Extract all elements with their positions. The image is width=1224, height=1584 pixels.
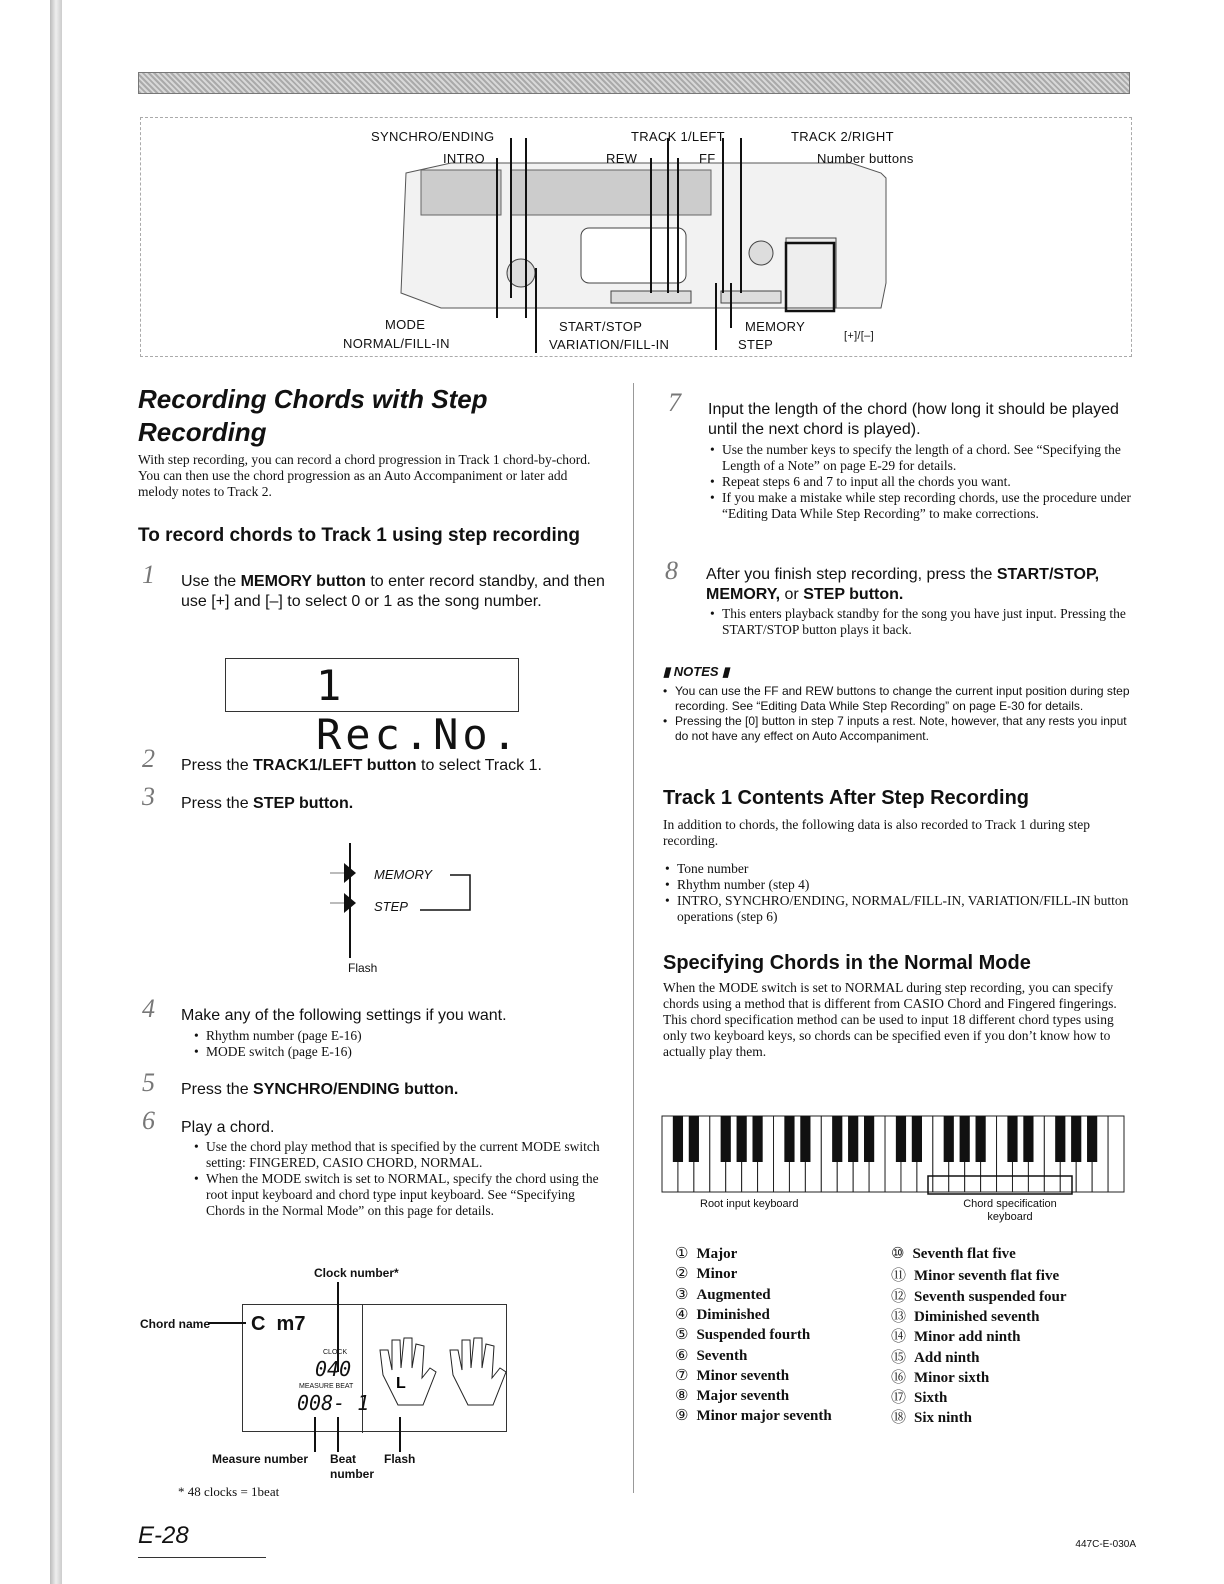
label-track1-left: TRACK 1/LEFT (631, 129, 725, 144)
beat-number-label: Beat number (330, 1452, 375, 1481)
step-8-c: or (780, 586, 804, 603)
black-key (960, 1116, 970, 1162)
chord-type-item (675, 1325, 810, 1344)
chord-type-name: Six ninth (914, 1410, 972, 1427)
chord-type-number: ⑬ (891, 1308, 907, 1325)
scan-edge (50, 0, 62, 1584)
svg-text:L: L (396, 1375, 406, 1392)
black-key (912, 1116, 922, 1162)
chord-type-number: ⑧ (675, 1388, 689, 1405)
chord-type-item (675, 1285, 771, 1304)
chord-spec-label: Chord specification keyboard (963, 1198, 1057, 1223)
step-8-d: STEP button. (803, 586, 904, 603)
black-key (737, 1116, 747, 1162)
chord-type-item (675, 1386, 789, 1405)
step-1-b: MEMORY button (240, 573, 366, 590)
list-item: • If you make a mistake while step recording chords, use the procedure under “Editing Data While Step Recording” to make corrections. (710, 490, 1132, 522)
step-5-number: 5 (142, 1068, 155, 1097)
step-6-number: 6 (142, 1106, 155, 1135)
chord-type-name: Seventh flat five (912, 1246, 1016, 1262)
chord-type-number: ⑱ (891, 1410, 907, 1427)
chord-type-name: Seventh (696, 1347, 748, 1364)
chord-display-figure (138, 1262, 608, 1507)
chord-type-name: Diminished seventh (914, 1308, 1040, 1325)
list-item: • When the MODE switch is set to NORMAL, specify the chord using the root input keyboard and chord type input keyboard. See “Specifying Chords in the Normal Mode” on this page for details. (194, 1171, 604, 1219)
chord-type-name: Minor add ninth (914, 1329, 1021, 1346)
header-bar (138, 72, 1130, 94)
label-mode: MODE (385, 317, 426, 332)
chord-lcd (242, 1304, 507, 1432)
list-item: • MODE switch (page E-16) (194, 1044, 604, 1060)
chord-type-name: Diminished (696, 1306, 770, 1323)
step-8-text (706, 565, 1131, 605)
chord-type-name: Minor major seventh (696, 1408, 832, 1425)
black-key (689, 1116, 699, 1162)
keyboard-figure (660, 1092, 1130, 1232)
track-contents-title: Track 1 Contents After Step Recording (663, 787, 1029, 809)
white-key (1108, 1116, 1124, 1192)
black-key (752, 1116, 762, 1162)
chord-type-item (675, 1346, 747, 1365)
chord-type-number: ⑥ (675, 1347, 689, 1364)
keyboard-panel-diagram (140, 117, 1132, 357)
section-title: Recording Chords with Step Recording (138, 384, 488, 447)
chord-type-number: ⑭ (891, 1329, 907, 1346)
step-7-text: Input the length of the chord (how long it should be played until the next chord is played). (708, 401, 1119, 438)
step-6-text: Play a chord. (181, 1119, 275, 1136)
clock-tag: CLOCK (323, 1349, 348, 1356)
chord-type-number: ⑨ (675, 1408, 689, 1425)
step-8-a: After you finish step recording, press the (706, 566, 997, 583)
black-key (1023, 1116, 1033, 1162)
chord-value: C m7 (251, 1313, 306, 1335)
step-3-text (181, 794, 606, 814)
chord-type-number: ⑫ (891, 1288, 907, 1305)
black-key (976, 1116, 986, 1162)
notes-title-text: NOTES (673, 664, 719, 679)
track-contents-list (665, 861, 1133, 925)
list-item: • Tone number (665, 861, 1133, 877)
step-8-list (710, 606, 1132, 638)
chord-type-name: Minor sixth (914, 1369, 990, 1386)
chord-type-number: ① (675, 1246, 689, 1262)
chord-type-number: ⑩ (891, 1246, 905, 1262)
label-memory: MEMORY (745, 319, 806, 334)
label-plus-minus: [+]/[–] (844, 330, 874, 342)
chord-type-item (891, 1264, 1059, 1285)
black-key (800, 1116, 810, 1162)
column-divider (633, 383, 634, 1493)
list-item: • You can use the FF and REW buttons to change the current input position during step recording. See “Editing Data While Step Recording” on page E-30 for details. (663, 684, 1133, 714)
section-intro: With step recording, you can record a chord progression in Track 1 chord-by-chord. You can then use the chord progression as an Auto Accompaniment or later add melody notes to Track 2. (138, 452, 591, 499)
page-number: E-28 (138, 1522, 189, 1549)
step-2-text (181, 756, 606, 776)
chord-type-item (891, 1305, 1039, 1326)
lcd-text: 1 Rec.No. (316, 661, 522, 759)
chord-type-item (891, 1406, 972, 1427)
label-ff: FF (699, 151, 716, 166)
fig-flash-label: Flash (348, 961, 378, 975)
label-intro: INTRO (443, 151, 485, 166)
black-key (1055, 1116, 1065, 1162)
list-item: • Rhythm number (step 4) (665, 877, 1133, 893)
black-key (721, 1116, 731, 1162)
chord-type-name: Sixth (914, 1390, 948, 1407)
chord-type-item (891, 1244, 1016, 1263)
chord-type-item (675, 1305, 770, 1324)
step-3-a: Press the (181, 795, 254, 812)
chord-type-number: ⑦ (675, 1367, 689, 1384)
label-rew: REW (606, 151, 638, 166)
black-key (896, 1116, 906, 1162)
list-item: • Repeat steps 6 and 7 to input all the chords you want. (710, 474, 1132, 490)
chord-type-name: Seventh suspended four (914, 1288, 1067, 1305)
flash-illustration (310, 838, 510, 978)
flash-figure (310, 838, 510, 978)
label-variation-fill-in: VARIATION/FILL-IN (549, 337, 670, 352)
chord-type-number: ⑯ (891, 1369, 907, 1386)
step-4-number: 4 (142, 994, 155, 1023)
label-step: STEP (738, 337, 774, 352)
lcd-display (225, 658, 522, 759)
step-5-text (181, 1080, 606, 1100)
step-1-number: 1 (142, 560, 155, 589)
label-start-stop: START/STOP (559, 319, 643, 334)
chord-type-name: Major seventh (696, 1388, 790, 1405)
section-subtitle: To record chords to Track 1 using step recording (138, 525, 581, 546)
step-8-number: 8 (665, 556, 678, 585)
fig-step-label: STEP (374, 899, 408, 914)
hands-icon (368, 1330, 508, 1420)
label-number-buttons: Number buttons (817, 151, 914, 166)
track-contents-intro: In addition to chords, the following data is also recorded to Track 1 during step recording. (663, 817, 1091, 848)
step-5-a: Press the (181, 1081, 254, 1098)
chord-type-name: Minor seventh flat five (914, 1268, 1060, 1285)
step-6-list (194, 1139, 604, 1219)
list-item: • Use the number keys to specify the length of a chord. See “Specifying the Length of a Note” on page E-29 for details. (710, 442, 1132, 474)
flash-label: Flash (384, 1452, 416, 1466)
step-4-text: Make any of the following settings if you want. (181, 1007, 507, 1024)
normal-mode-intro: When the MODE switch is set to NORMAL during step recording, you can specify chords using a method that is different from CASIO Chord and Fingered fingerings. This chord specification method can be used to input 18 different chord types using only two keyboard keys, so chords can be specified even if you don’t know how to actually play them. (663, 980, 1117, 1059)
step-3-number: 3 (142, 782, 155, 811)
chord-type-number: ⑤ (675, 1327, 689, 1344)
list-item: • Pressing the [0] button in step 7 inputs a rest. Note, however, that any rests you input do not have any effect on Auto Accompaniment. (663, 714, 1133, 744)
label-synchro-ending: SYNCHRO/ENDING (371, 129, 495, 144)
step-7-number: 7 (668, 388, 681, 417)
step-8-b: START/STOP, MEMORY, (706, 566, 1100, 603)
chord-type-number: ⑰ (891, 1390, 907, 1407)
chord-type-name: Suspended fourth (696, 1327, 811, 1344)
chord-type-name: Add ninth (914, 1349, 980, 1366)
chord-type-item (891, 1325, 1020, 1346)
chord-type-name: Augmented (696, 1286, 771, 1303)
step-2-number: 2 (142, 744, 155, 773)
step-1-a: Use the (181, 573, 241, 590)
step-2-b: TRACK1/LEFT button (253, 757, 417, 774)
document-code: 447C-E-030A (1075, 1539, 1136, 1550)
chord-name-label: Chord name (140, 1317, 211, 1331)
measure-beat-tag: MEASURE BEAT (299, 1383, 354, 1390)
black-key (832, 1116, 842, 1162)
fig-memory-label: MEMORY (374, 867, 433, 882)
clock-value: 040 (315, 1357, 352, 1381)
root-input-label: Root input keyboard (700, 1198, 799, 1210)
step-3-b: STEP button. (253, 795, 354, 812)
chord-type-list (675, 1244, 1135, 1434)
label-normal-fill-in: NORMAL/FILL-IN (343, 336, 450, 351)
measure-value: 008- 1 (297, 1391, 370, 1415)
chord-type-item (891, 1285, 1067, 1306)
chord-type-name: Major (696, 1246, 738, 1262)
list-item: • Use the chord play method that is specified by the current MODE switch setting: FINGERED, CASIO CHORD, NORMAL. (194, 1139, 604, 1171)
step-5-b: SYNCHRO/ENDING button. (253, 1081, 459, 1098)
black-key (1007, 1116, 1017, 1162)
clock-number-label: Clock number* (314, 1266, 399, 1280)
step-4-list (194, 1028, 604, 1060)
list-item: • Rhythm number (page E-16) (194, 1028, 604, 1044)
chord-type-number: ⑮ (891, 1349, 907, 1366)
black-key (1071, 1116, 1081, 1162)
step-2-c: to select Track 1. (416, 757, 542, 774)
step-1-text (181, 572, 606, 612)
list-item: • INTRO, SYNCHRO/ENDING, NORMAL/FILL-IN, VARIATION/FILL-IN button operations (step 6) (665, 893, 1133, 925)
chord-type-item (891, 1346, 979, 1367)
list-item: • This enters playback standby for the song you have just input. Pressing the START/STOP button plays it back. (710, 606, 1132, 638)
measure-number-label: Measure number (212, 1452, 309, 1466)
chord-type-number: ② (675, 1266, 689, 1283)
step-2-a: Press the (181, 757, 254, 774)
notes-list (663, 684, 1133, 744)
chord-type-item (675, 1244, 737, 1263)
chord-type-item (891, 1386, 947, 1407)
black-key (864, 1116, 874, 1162)
chord-type-item (675, 1366, 789, 1385)
clocks-footnote: * 48 clocks = 1beat (178, 1484, 280, 1499)
step-1-c: to enter record standby, and then use [+] and [–] to select 0 or 1 as the song number. (181, 573, 605, 610)
black-key (944, 1116, 954, 1162)
page-number-rule (138, 1557, 266, 1558)
chord-type-number: ③ (675, 1286, 689, 1303)
chord-type-item (675, 1264, 737, 1283)
chord-type-name: Minor seventh (696, 1367, 790, 1384)
label-track2-right: TRACK 2/RIGHT (791, 129, 894, 144)
black-key (673, 1116, 683, 1162)
black-key (1087, 1116, 1097, 1162)
black-key (784, 1116, 794, 1162)
chord-type-number: ④ (675, 1306, 689, 1323)
black-key (848, 1116, 858, 1162)
notes-title: ▮ NOTES ▮ (663, 664, 730, 679)
chord-type-item (891, 1366, 989, 1387)
normal-mode-title: Specifying Chords in the Normal Mode (663, 952, 1031, 974)
chord-type-number: ⑪ (891, 1268, 907, 1285)
keyboard-illustration (660, 1092, 1130, 1202)
step-7-list (710, 442, 1132, 522)
chord-type-name: Minor (696, 1266, 738, 1283)
chord-type-item (675, 1406, 832, 1425)
